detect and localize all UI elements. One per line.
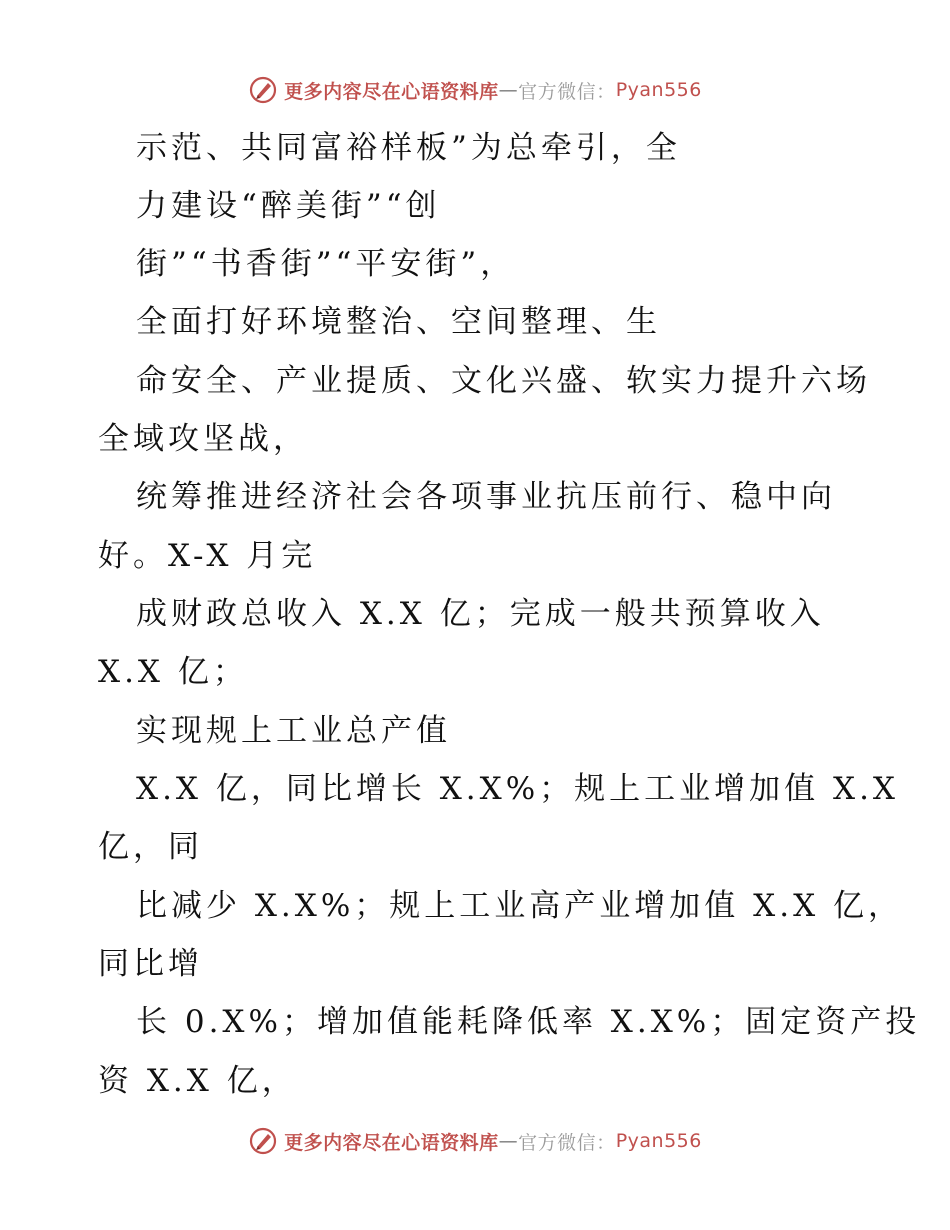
text-line: 示范、共同富裕样板”为总牵引，全 — [136, 130, 681, 166]
text-line: 同比增 — [98, 946, 203, 982]
watermark-label: 官方微信： — [518, 1131, 616, 1154]
text-line: 街”“书香街”“平安街”， — [136, 246, 516, 282]
watermark-label: 官方微信： — [518, 80, 616, 103]
watermark-main-text: 更多内容尽在心语资料库 — [284, 1131, 499, 1154]
text-line: 亿，同 — [98, 829, 203, 865]
text-line: 全面打好环境整治、空间整理、生 — [136, 304, 661, 340]
watermark-id: Pyan556 — [615, 1130, 702, 1152]
text-line: 力建设“醉美街”“创 — [136, 188, 441, 224]
pen-seal-icon — [248, 75, 278, 105]
text-line: 资 X.X 亿， — [98, 1063, 297, 1099]
header-watermark — [0, 70, 950, 110]
text-line: 命安全、产业提质、文化兴盛、软实力提升六场 — [136, 363, 871, 399]
text-line: 实现规上工业总产值 — [136, 713, 451, 749]
pen-seal-icon — [248, 1126, 278, 1156]
text-line: 比减少 X.X%；规上工业高产业增加值 X.X 亿， — [136, 888, 904, 924]
text-line: 成财政总收入 X.X 亿；完成一般共预算收入 — [136, 596, 825, 632]
footer-watermark — [0, 1121, 950, 1161]
watermark-dash: — — [498, 79, 519, 101]
text-line: X.X 亿，同比增长 X.X%；规上工业增加值 X.X — [136, 771, 899, 807]
text-line: 全域攻坚战， — [98, 421, 308, 457]
watermark-id: Pyan556 — [615, 79, 702, 101]
text-line: X.X 亿； — [98, 654, 248, 690]
watermark-dash: — — [498, 1130, 519, 1152]
text-line: 统筹推进经济社会各项事业抗压前行、稳中向 — [136, 479, 836, 515]
text-line: 好。X-X 月完 — [98, 538, 317, 574]
watermark-main-text: 更多内容尽在心语资料库 — [284, 80, 499, 103]
text-line: 长 0.X%；增加值能耗降低率 X.X%；固定资产投 — [136, 1004, 921, 1040]
